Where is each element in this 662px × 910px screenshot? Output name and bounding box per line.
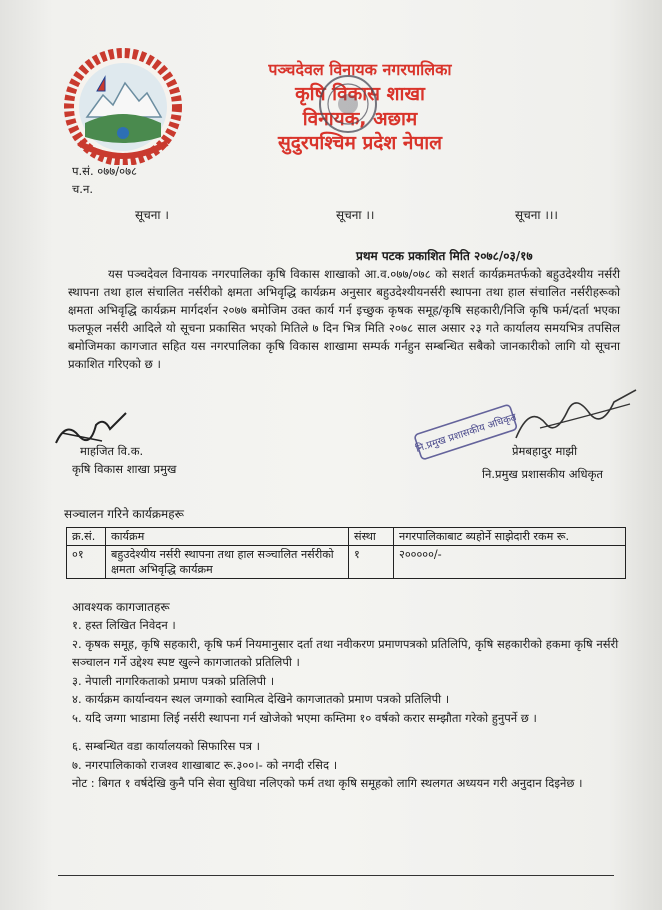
notice-label-2: सूचना ।। <box>336 208 375 222</box>
table-row <box>67 546 626 579</box>
list-item: ३. नेपाली नागरिकताको प्रमाण पत्रको प्रतिलिपी । <box>72 673 275 688</box>
right-signatory-name: प्रेमबहादुर माझी <box>512 444 578 458</box>
location-name: विनायक, अछाम <box>302 108 418 130</box>
table-header-row <box>67 528 626 546</box>
branch-name: कृषि विकास शाखा <box>295 83 425 105</box>
municipality-name: पञ्चदेवल विनायक नगरपालिका <box>268 60 452 79</box>
col-program: कार्यक्रम <box>106 528 349 546</box>
province-name: सुदुरपश्चिम प्रदेश नेपाल <box>277 132 443 154</box>
programs-heading: सञ्चालन गरिने कार्यक्रमहरू <box>64 507 184 521</box>
documents-list <box>72 616 624 793</box>
right-signatory-title: नि.प्रमुख प्रशासकीय अधिकृत <box>482 467 603 481</box>
list-item: १. हस्त लिखित निवेदन । <box>72 618 176 632</box>
list-item: ६. सम्बन्धित वडा कार्यालयको सिफारिस पत्र । <box>72 739 260 753</box>
list-item: ७. नगरपालिकाको राजश्व शाखाबाट रू.३००।- को नगदी रसिद । <box>72 757 338 772</box>
cell-amount: २०००००/- <box>394 546 626 579</box>
office-stamp-seal <box>316 72 380 136</box>
footer-divider <box>58 875 614 876</box>
col-count: संस्था <box>349 528 394 546</box>
dispatch-number: च.न. <box>72 182 93 196</box>
col-serial: क्र.सं. <box>67 528 106 546</box>
col-amount: नगरपालिकाबाट ब्यहोर्ने साझेदारी रकम रू. <box>394 528 626 546</box>
nepal-emblem-logo <box>63 47 183 165</box>
programs-table <box>66 527 626 579</box>
reference-number: प.सं. ०७७/०७८ <box>72 164 138 178</box>
list-item: २. कृषक समूह, कृषि सहकारी, कृषि फर्म नियमानुसार दर्ता तथा नवीकरण प्रमाणपत्रको प्रतिलिपि, कृषि सहकारीको हकमा कृषि नर्सरी सञ्चालन गर्ने उद्देश्य स्पष्ट खुल्ने कागजातको प्रतिलिपी । <box>72 636 619 669</box>
notice-label-3: सूचना ।।। <box>515 208 558 222</box>
notice-body: यस पञ्चदेवल विनायक नगरपालिका कृषि विकास शाखाको आ.व.०७७/०७८ को सशर्त कार्यक्रमतर्फको बहुउदेश्यीय नर्सरी स्थापना तथा हाल संचालित नर्सरीको क्षमता अभिवृद्धि कार्यक्रम अनुसार बहुउदेश्यीयनर्सरी स्थापना तथा हाल संचालित नर्सरीहरूको क्षमता अभिवृद्धि कार्यक्रम मार्गदर्शन २०७७ बमोजिम उक्त कार्य गर्न इच्छुक कृषक समूह/कृषि सहकारी/निजि कृषि फर्म/दर्ता भएका फलफूल नर्सरी आदिले यो सूचना प्रकासित भएको मितिले ७ दिन भित्र मिति २०७८ साल असार २३ गते कार्यालय समयभित्र तपसिल बमोजिमका कागजात सहित यस नगरपालिका कृषि विकास शाखामा सम्पर्क गर्नहुन सम्बन्धित सबैको जानकारीको लागि यो सूचना प्रकाशित गरिएको छ । <box>68 267 620 371</box>
list-item: ५. यदि जग्गा भाडामा लिई नर्सरी स्थापना गर्न खोजेको भएमा कम्तिमा १० वर्षको करार सम्झौता गरेको हुनुपर्ने छ । <box>72 710 537 725</box>
right-signature-scribble <box>510 384 640 446</box>
list-item: ४. कार्यक्रम कार्यान्वयन स्थल जग्गाको स्वामित्व देखिने कागजातको प्रमाण पत्रको प्रतिलिपी । <box>72 692 450 706</box>
stamp-text: नि.प्रमुख प्रशासकीय अधिकृत <box>414 411 518 455</box>
cell-program: बहुउदेश्यीय नर्सरी स्थापना तथा हाल सञ्चालित नर्सरीको क्षमता अभिवृद्धि कार्यक्रम <box>106 546 349 579</box>
published-date: प्रथम पटक प्रकाशित मिति २०७८/०३/१७ <box>356 249 533 263</box>
left-signatory-name: माहजित वि.क. <box>80 444 144 458</box>
cell-serial: ०१ <box>67 546 106 579</box>
left-signatory-title: कृषि विकास शाखा प्रमुख <box>72 462 177 476</box>
note-item: नोट : बिगत १ वर्षदेखि कुनै पनि सेवा सुविधा नलिएको फर्म तथा कृषि समूहको लागि स्थलगत अध्ययन गरी अनुदान दिइनेछ । <box>72 776 583 790</box>
cell-count: १ <box>349 546 394 579</box>
documents-heading: आवश्यक कागजातहरू <box>72 600 170 614</box>
notice-label-1: सूचना । <box>135 208 169 222</box>
